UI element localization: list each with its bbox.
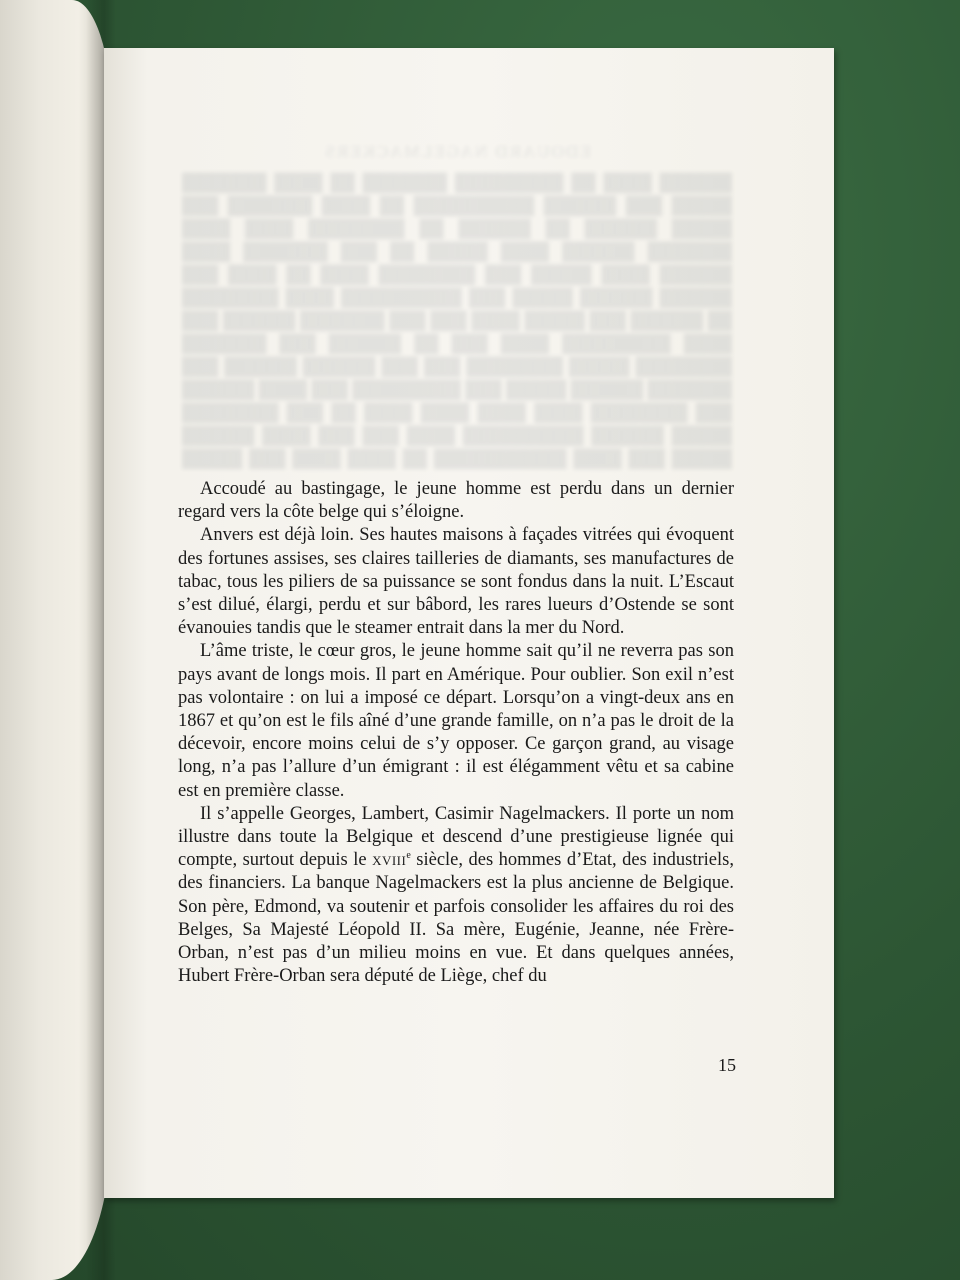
bleed-through-title: EDOUARD NAGELMACKERS	[323, 142, 591, 161]
bleed-through-filler: ██████ ████ ██ █████████ ███████ ██ ████ ███████ █████ ███ ██████ ██████████ ██ ████ ███████ ███ █████ ██████ ██ ██████ ██ ████████ ████ ████ ███████ ██████ ████ █████ ██ ███ ███████ ████ ██████ ████ █████ ███ ████████ ████ ██ ████ ███ ██████ ██████ █████ ███ ██████████ ████ ████████ ██ ██████ ███ █████ ████ ███ ███ ███████ ██████ ███ ████ █████████ ████ ███ ██ ██████ ███ ███████ ████████ █████ ████████ ███ ███ ██████ ██████ ███ ███████ ██████ █████ ███ █████████ ███ ████ ██████ ███ ████████ ████ ████ ████ ████ ██ ███ ████████ █████ ██████ ██████████ ████ ███ ███ ████ ██████ █████ ███ ████ ███████████ ██ ████ ████ ███ █████	[182, 173, 732, 468]
paragraph: Accoudé au bastingage, le jeune homme est perdu dans un dernier regard vers la côte belge qui s’éloigne.	[178, 479, 734, 523]
bleed-through-text	[182, 140, 732, 470]
paragraph-text: Il s’appelle Georges, Lambert, Casimir Nagelmackers. Il porte un nom illustre dans toute la Belgique et descend d’une prestigieuse lignée qui compte, surtout depuis le	[178, 803, 734, 871]
century-numeral: XVIII	[372, 853, 407, 869]
century-superscript: e	[406, 850, 411, 862]
paragraph-text: siècle, des hommes d’Etat, des industriels, des financiers. La banque Nagelmackers est la plus ancienne de Belgique. Son père, Edmond, va soutenir et parfois consolider les affaires du roi des Belges, Sa Majesté Léopold II. Sa mère, Eugénie, Jeanne, née Frère-Orban, n’est pas d’un milieu moins en vue. Et dans quelques années, Hubert Frère-Orban sera député de Liège, chef du	[178, 850, 734, 987]
body-text	[178, 478, 734, 988]
paragraph: Anvers est déjà loin. Ses hautes maisons à façades vitrées qui évoquent des fortunes assises, ses claires tailleries de diamants, ses manufactures de tabac, tous les piliers de sa puissance se sont fondus dans la nuit. L’Escaut s’est dilué, élargi, perdu et sur bâbord, les rares lueurs d’Ostende se sont évanouies tandis que le steamer entrait dans la mer du Nord.	[178, 525, 734, 639]
paragraph	[178, 803, 734, 989]
page-number: 15	[718, 1055, 736, 1075]
paragraph: L’âme triste, le cœur gros, le jeune homme sait qu’il ne reverra pas son pays avant de longs mois. Il part en Amérique. Pour oublier. Son exil n’est pas volontaire : on lui a imposé ce départ. Lorsqu’on a vingt-deux ans en 1867 et qu’on est le fils aîné d’une grande famille, on n’a pas le droit de la décevoir, encore moins celui de s’y opposer. Ce garçon grand, au visage long, n’a pas l’allure d’un émigrant : il est élégamment vêtu et sa cabine est en première classe.	[178, 641, 734, 801]
